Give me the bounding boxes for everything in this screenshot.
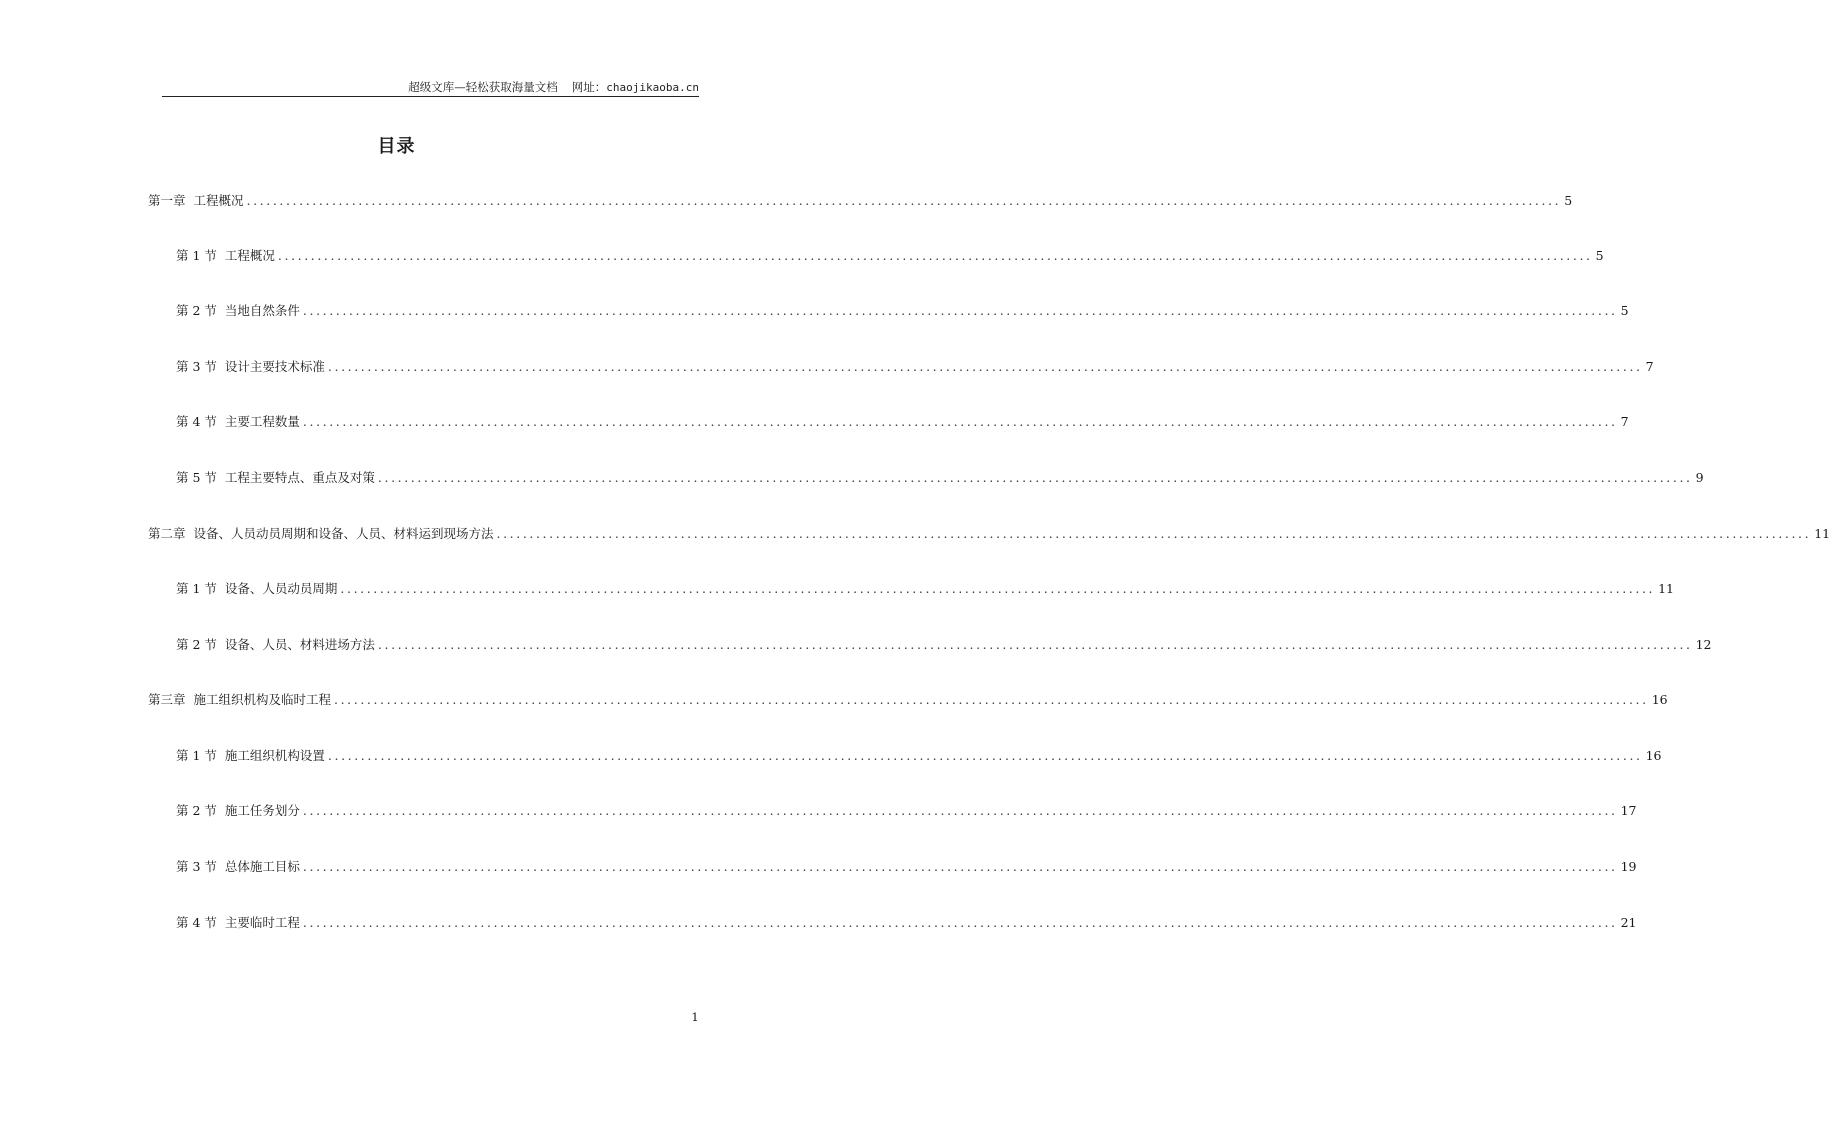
toc-page-number: 7 [1620, 414, 1629, 429]
header-url: chaojikaoba.cn [606, 81, 699, 94]
toc-prefix: 第 2 节 [176, 303, 217, 318]
toc-title: 设计主要技术标准 [224, 359, 325, 374]
toc-entry[interactable] [176, 246, 1604, 266]
toc-entry[interactable] [176, 857, 1637, 877]
page-title: 目录 [377, 136, 416, 157]
toc-entry[interactable] [176, 579, 1675, 599]
header-site-text: 超级文库—轻松获取海量文档 [408, 80, 558, 94]
toc-title: 工程主要特点、重点及对策 [224, 470, 375, 485]
toc-prefix: 第 5 节 [176, 470, 217, 485]
dot-leader: ........................................................................................................................................................................................................ [377, 470, 1693, 485]
toc-page-number: 16 [1645, 748, 1662, 763]
toc-prefix: 第 1 节 [176, 748, 217, 763]
toc-entry[interactable] [148, 690, 1668, 710]
dot-leader: ........................................................................................................................................................................................................ [302, 414, 1618, 429]
toc-entry[interactable] [176, 746, 1662, 766]
dot-leader: ........................................................................................................................................................................................................ [340, 581, 1656, 596]
toc-page-number: 16 [1651, 692, 1668, 707]
dot-leader: ........................................................................................................................................................................................................ [327, 359, 1643, 374]
toc-prefix: 第 3 节 [176, 859, 217, 874]
toc-prefix: 第 2 节 [176, 637, 217, 652]
toc-prefix: 第 4 节 [176, 915, 217, 930]
dot-leader: ........................................................................................................................................................................................................ [496, 526, 1812, 541]
toc-title: 设备、人员动员周期 [224, 581, 338, 596]
toc-title: 设备、人员、材料进场方法 [224, 637, 375, 652]
page-number: 1 [691, 1010, 699, 1024]
toc-entry[interactable] [176, 801, 1637, 821]
toc-title: 工程概况 [224, 248, 275, 263]
dot-leader: ........................................................................................................................................................................................................ [327, 748, 1643, 763]
toc-title: 设备、人员动员周期和设备、人员、材料运到现场方法 [193, 526, 494, 541]
toc-title: 工程概况 [193, 193, 244, 208]
toc-page-number: 9 [1695, 470, 1704, 485]
toc-page-number: 5 [1595, 248, 1604, 263]
dot-leader: ........................................................................................................................................................................................................ [302, 859, 1618, 874]
toc-prefix: 第 4 节 [176, 414, 217, 429]
toc-title: 施工任务划分 [224, 803, 300, 818]
toc-prefix: 第二章 [148, 526, 186, 541]
toc-page-number: 19 [1620, 859, 1637, 874]
toc-entry[interactable] [176, 412, 1629, 432]
toc-prefix: 第一章 [148, 193, 186, 208]
toc-title: 主要工程数量 [224, 414, 300, 429]
toc-prefix: 第 1 节 [176, 581, 217, 596]
dot-leader: ........................................................................................................................................................................................................ [302, 803, 1618, 818]
toc-entry[interactable] [176, 301, 1629, 321]
toc-title: 当地自然条件 [224, 303, 300, 318]
toc-page-number: 21 [1620, 915, 1637, 930]
page-header [162, 79, 699, 95]
dot-leader: ........................................................................................................................................................................................................ [302, 915, 1618, 930]
toc-title: 总体施工目标 [224, 859, 300, 874]
dot-leader: ........................................................................................................................................................................................................ [377, 637, 1693, 652]
toc-entry[interactable] [176, 357, 1654, 377]
dot-leader: ........................................................................................................................................................................................................ [246, 193, 1562, 208]
toc-prefix: 第 2 节 [176, 803, 217, 818]
toc-page-number: 5 [1564, 193, 1573, 208]
toc-entry[interactable] [176, 913, 1637, 933]
toc-title: 施工组织机构设置 [224, 748, 325, 763]
dot-leader: ........................................................................................................................................................................................................ [302, 303, 1618, 318]
toc-title: 主要临时工程 [224, 915, 300, 930]
toc-page-number: 7 [1645, 359, 1654, 374]
dot-leader: ........................................................................................................................................................................................................ [334, 692, 1649, 707]
toc-page-number: 12 [1695, 637, 1712, 652]
toc-page-number: 17 [1620, 803, 1637, 818]
toc-prefix: 第 3 节 [176, 359, 217, 374]
header-divider [162, 96, 699, 97]
toc-page-number: 11 [1658, 581, 1675, 596]
toc-entry[interactable] [176, 468, 1704, 488]
toc-entry[interactable] [148, 191, 1573, 211]
toc-prefix: 第三章 [148, 692, 186, 707]
toc-entry[interactable] [148, 524, 1830, 544]
toc-page-number: 11 [1814, 526, 1830, 541]
toc-page-number: 5 [1620, 303, 1629, 318]
header-url-label: 网址： [571, 80, 607, 94]
toc-prefix: 第 1 节 [176, 248, 217, 263]
toc-entry[interactable] [176, 635, 1712, 655]
dot-leader: ........................................................................................................................................................................................................ [277, 248, 1593, 263]
toc-title: 施工组织机构及临时工程 [193, 692, 332, 707]
